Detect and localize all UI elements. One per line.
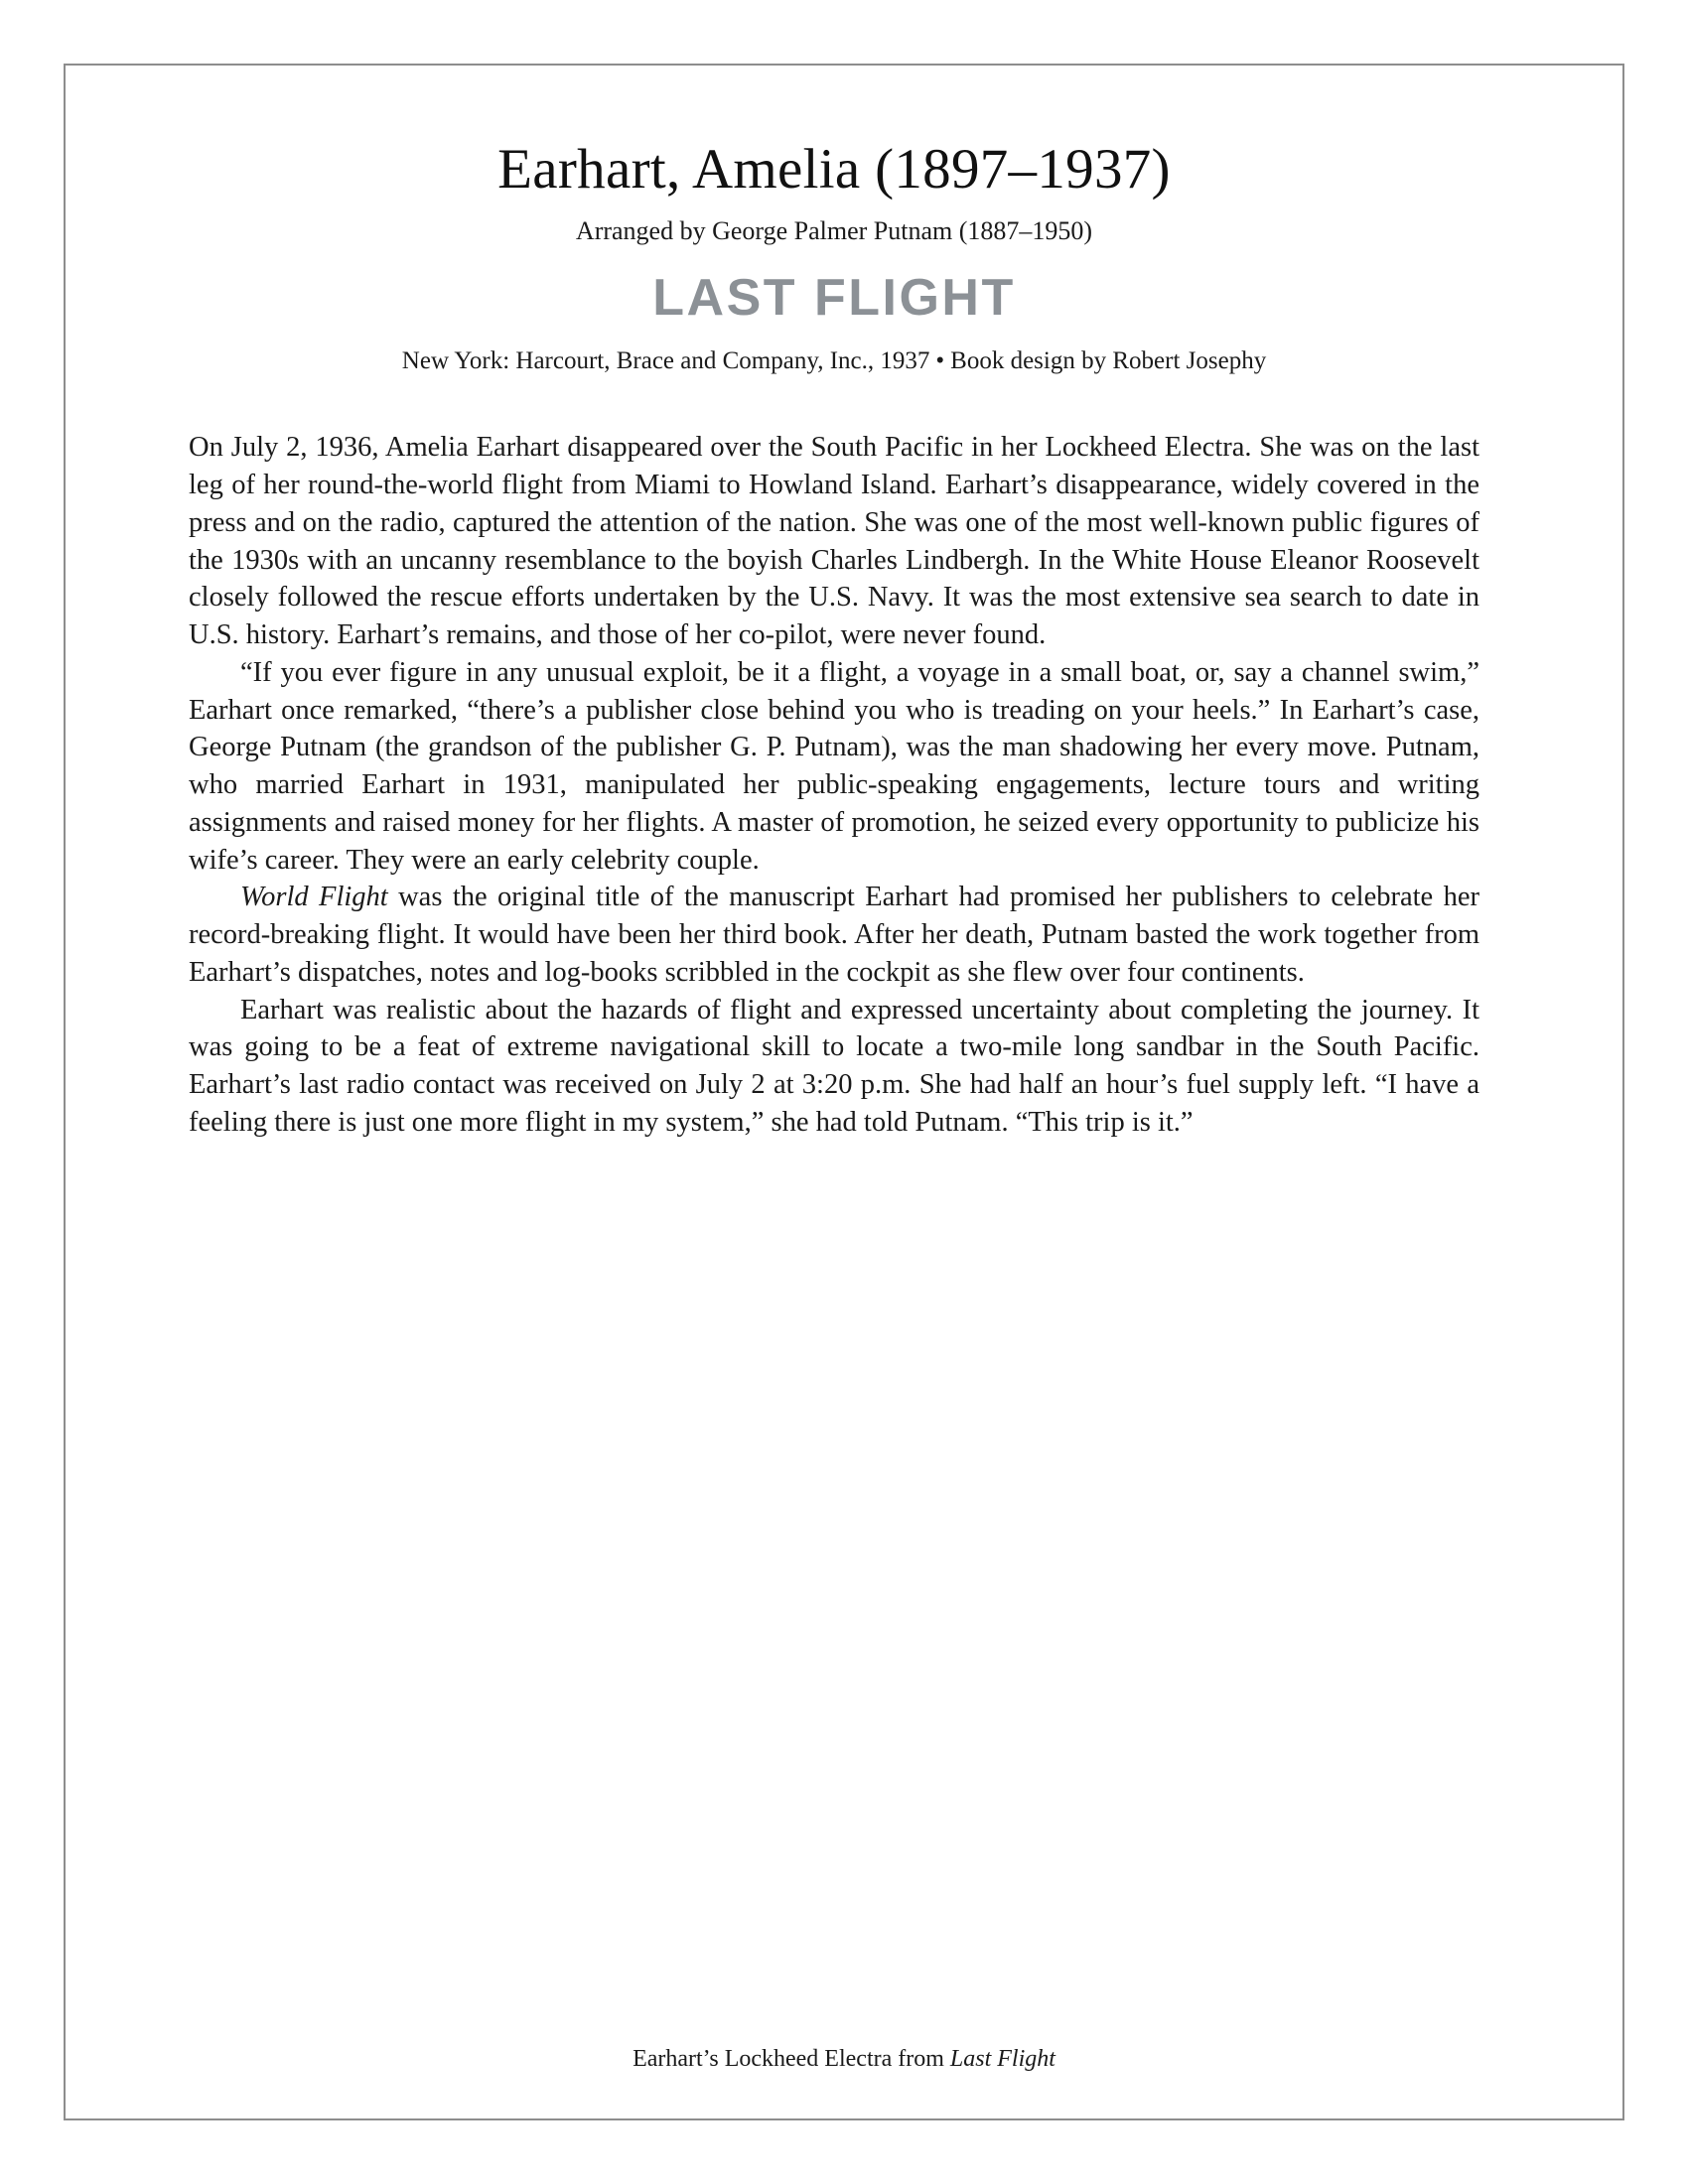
paragraph-3 bbox=[189, 879, 1479, 991]
page-content bbox=[189, 139, 1479, 1142]
imprint-publisher: New York: Harcourt, Brace and Company, Inc., 1937 bbox=[401, 346, 930, 374]
imprint-line bbox=[189, 345, 1479, 378]
page-title: Earhart, Amelia (1897–1937) bbox=[497, 138, 1171, 201]
masthead bbox=[189, 139, 1479, 377]
paragraph-3-rest: was the original title of the manuscript Earhart had promised her publishers to celebrate her record-breaking flight. It would have been her third book. After her death, Putnam basted the work together from Earhart’s dispatches, notes and log-books scribbled in the cockpit as she flew over four continents. bbox=[189, 882, 1479, 988]
caption-book-title: Last Flight bbox=[949, 2046, 1055, 2072]
paragraph-3-italic-title: World Flight bbox=[240, 882, 388, 913]
imprint-separator: • bbox=[935, 346, 945, 374]
body-text bbox=[189, 429, 1479, 1141]
paragraph-2: “If you ever figure in any unusual exploit, be it a flight, a voyage in a small boat, or, say a channel swim,” Earhart once remarked, “there’s a publisher close behind you who is treading on your heels.” In Earhart’s case, George Putnam (the grandson of the publisher G. P. Putnam), was the man shadowing her every move. Putnam, who married Earhart in 1931, manipulated her public-speaking engagements, lecture tours and writing assignments and raised money for her flights. A master of promotion, he seized every opportunity to publicize his wife’s career. They were an early celebrity couple. bbox=[189, 656, 1479, 876]
imprint-designer: Book design by Robert Josephy bbox=[950, 346, 1267, 374]
caption-prefix: Earhart’s Lockheed Electra from bbox=[633, 2046, 950, 2072]
paragraph-1: On July 2, 1936, Amelia Earhart disappeared over the South Pacific in her Lockheed Electra. She was on the last leg of her round-the-world flight from Miami to Howland Island. Earhart’s disappearance, widely covered in the press and on the radio, captured the attention of the nation. She was one of the most well-known public figures of the 1930s with an uncanny resemblance to the boyish Charles Lindbergh. In the White House Eleanor Roosevelt closely followed the rescue efforts undertaken by the U.S. Navy. It was the most extensive sea search to date in U.S. history. Earhart’s remains, and those of her co-pilot, were never found. bbox=[189, 432, 1479, 651]
book-title: LAST FLIGHT bbox=[652, 268, 1016, 327]
paragraph-4: Earhart was realistic about the hazards of flight and expressed uncertainty about completing the journey. It was going to be a feat of extreme navigational skill to locate a two-mile long sandbar in the South Pacific. Earhart’s last radio contact was received on July 2 at 3:20 p.m. She had half an hour’s fuel supply left. “I have a feeling there is just one more flight in my system,” she had told Putnam. “This trip is it.” bbox=[189, 994, 1479, 1138]
arranged-by-line: Arranged by George Palmer Putnam (1887–1950) bbox=[575, 215, 1093, 245]
figure-caption bbox=[0, 2046, 1688, 2073]
